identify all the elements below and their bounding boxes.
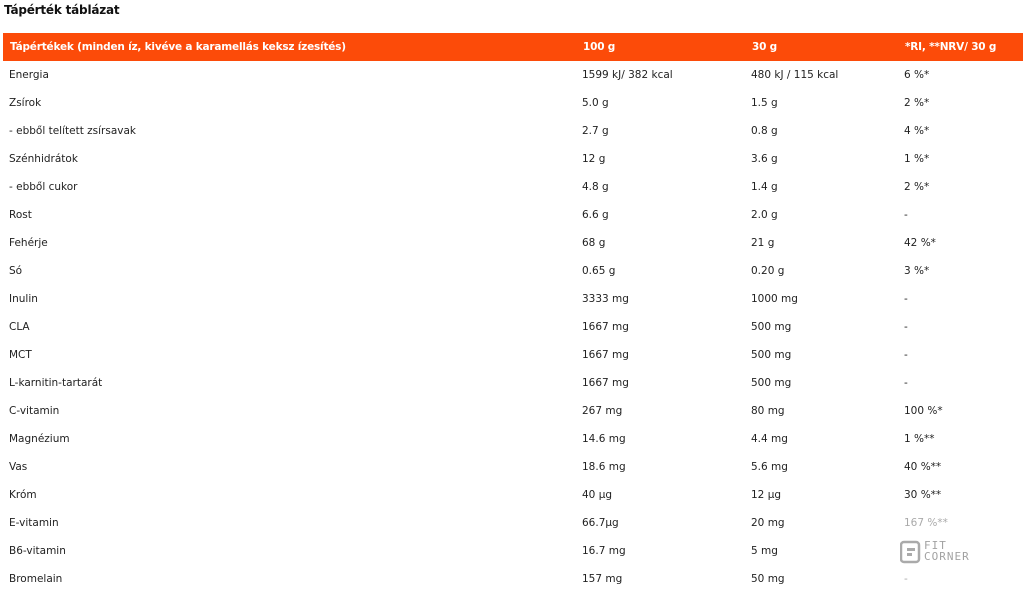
table-body	[3, 61, 1023, 593]
per-100g-cell: 66.7µg	[582, 517, 619, 529]
table-row	[3, 145, 1023, 173]
per-100g-cell: 1599 kJ/ 382 kcal	[582, 69, 673, 81]
nutrient-name-cell: Só	[9, 265, 23, 277]
fitcorner-logo-icon	[900, 540, 922, 564]
nutrient-name-cell: Energia	[9, 69, 49, 81]
per-100g-cell: 4.8 g	[582, 181, 609, 193]
per-30g-cell: 5.6 mg	[751, 461, 788, 473]
nutrient-name-cell: B6-vitamin	[9, 545, 66, 557]
per-30g-cell: 20 mg	[751, 517, 785, 529]
ri-nrv-cell: 100 %*	[904, 405, 943, 417]
ri-nrv-cell: -	[904, 573, 908, 585]
nutrient-name-cell: Vas	[9, 461, 28, 473]
per-30g-cell: 500 mg	[751, 349, 792, 361]
per-30g-cell: 480 kJ / 115 kcal	[751, 69, 839, 81]
table-row	[3, 481, 1023, 509]
per-100g-cell: 12 g	[582, 153, 606, 165]
table-header	[3, 33, 1023, 61]
ri-nrv-cell: -	[904, 209, 908, 221]
ri-nrv-cell: 40 %**	[904, 461, 942, 473]
header-row	[3, 33, 1023, 61]
per-30g-cell: 500 mg	[751, 321, 792, 333]
nutrient-name-cell: Magnézium	[9, 433, 70, 445]
ri-nrv-cell: 1 %**	[904, 433, 935, 445]
ri-nrv-cell: 4 %*	[904, 125, 930, 137]
ri-nrv-cell: 30 %**	[904, 489, 942, 501]
table-row	[3, 173, 1023, 201]
per-30g-cell: 4.4 mg	[751, 433, 788, 445]
per-30g-cell: 5 mg	[751, 545, 778, 557]
per-100g-cell: 16.7 mg	[582, 545, 626, 557]
per-30g-cell: 80 mg	[751, 405, 785, 417]
per-30g-cell: 2.0 g	[751, 209, 778, 221]
page-title: Tápérték táblázat	[4, 3, 120, 17]
nutrient-name-cell: L-karnitin-tartarát	[9, 377, 103, 389]
per-30g-cell: 1000 mg	[751, 293, 798, 305]
watermark-line2: CORNER	[924, 550, 970, 563]
ri-nrv-cell: 2 %*	[904, 181, 930, 193]
nutrient-name-cell: - ebből telített zsírsavak	[9, 125, 137, 137]
per-30g-cell: 12 µg	[751, 489, 782, 501]
fitcorner-watermark-logo	[900, 540, 992, 566]
table-row	[3, 229, 1023, 257]
per-100g-cell: 157 mg	[582, 573, 623, 585]
per-30g-cell: 21 g	[751, 237, 775, 249]
table-row	[3, 341, 1023, 369]
per-100g-cell: 1667 mg	[582, 321, 629, 333]
nutrient-name-cell: Bromelain	[9, 573, 63, 585]
ri-nrv-cell: -	[904, 321, 908, 333]
table-row	[3, 285, 1023, 313]
per-30g-cell: 1.5 g	[751, 97, 778, 109]
nutrient-name-cell: Szénhidrátok	[9, 153, 78, 165]
ri-nrv-cell: 1 %*	[904, 153, 930, 165]
per-100g-cell: 5.0 g	[582, 97, 609, 109]
header-per-30g: 30 g	[745, 33, 898, 61]
per-100g-cell: 68 g	[582, 237, 606, 249]
per-100g-cell: 0.65 g	[582, 265, 616, 277]
table-row	[3, 537, 1023, 565]
per-30g-cell: 0.8 g	[751, 125, 778, 137]
header-ri-nrv: *RI, **NRV/ 30 g	[898, 33, 1023, 61]
nutrient-name-cell: Rost	[9, 209, 32, 221]
table-row	[3, 509, 1023, 537]
ri-nrv-cell: 42 %*	[904, 237, 936, 249]
header-per-100g: 100 g	[576, 33, 745, 61]
per-30g-cell: 500 mg	[751, 377, 792, 389]
nutrient-name-cell: E-vitamin	[9, 517, 59, 529]
table-row	[3, 117, 1023, 145]
table-row	[3, 61, 1023, 89]
table-row	[3, 425, 1023, 453]
table-row	[3, 397, 1023, 425]
per-100g-cell: 1667 mg	[582, 349, 629, 361]
header-nutrient: Tápértékek (minden íz, kivéve a karamellás keksz ízesítés)	[3, 33, 576, 61]
per-30g-cell: 1.4 g	[751, 181, 778, 193]
ri-nrv-cell: 2 %*	[904, 97, 930, 109]
per-100g-cell: 40 µg	[582, 489, 613, 501]
per-30g-cell: 50 mg	[751, 573, 785, 585]
nutrition-table	[3, 33, 1023, 593]
nutrient-name-cell: Inulin	[9, 293, 38, 305]
per-100g-cell: 1667 mg	[582, 377, 629, 389]
per-100g-cell: 2.7 g	[582, 125, 609, 137]
watermark-text	[924, 540, 970, 562]
per-100g-cell: 267 mg	[582, 405, 623, 417]
nutrient-name-cell: Króm	[9, 489, 37, 501]
ri-nrv-cell: 6 %*	[904, 69, 930, 81]
nutrient-name-cell: Zsírok	[9, 97, 42, 109]
nutrient-name-cell: C-vitamin	[9, 405, 60, 417]
table-row	[3, 257, 1023, 285]
ri-nrv-cell: 3 %*	[904, 265, 930, 277]
table-row	[3, 201, 1023, 229]
table-row	[3, 313, 1023, 341]
per-100g-cell: 18.6 mg	[582, 461, 626, 473]
per-30g-cell: 0.20 g	[751, 265, 785, 277]
table-row	[3, 565, 1023, 593]
per-100g-cell: 14.6 mg	[582, 433, 626, 445]
watermark-line1: FIT	[924, 539, 947, 552]
per-30g-cell: 3.6 g	[751, 153, 778, 165]
table-row	[3, 369, 1023, 397]
ri-nrv-cell: -	[904, 349, 908, 361]
per-100g-cell: 3333 mg	[582, 293, 629, 305]
table-row	[3, 453, 1023, 481]
nutrient-name-cell: - ebből cukor	[9, 181, 78, 193]
ri-nrv-cell: -	[904, 377, 908, 389]
per-100g-cell: 6.6 g	[582, 209, 609, 221]
nutrient-name-cell: CLA	[9, 321, 30, 333]
nutrient-name-cell: MCT	[9, 349, 32, 361]
table-row	[3, 89, 1023, 117]
ri-nrv-cell: -	[904, 293, 908, 305]
ri-nrv-cell: 167 %**	[904, 517, 948, 529]
nutrient-name-cell: Fehérje	[9, 237, 48, 249]
